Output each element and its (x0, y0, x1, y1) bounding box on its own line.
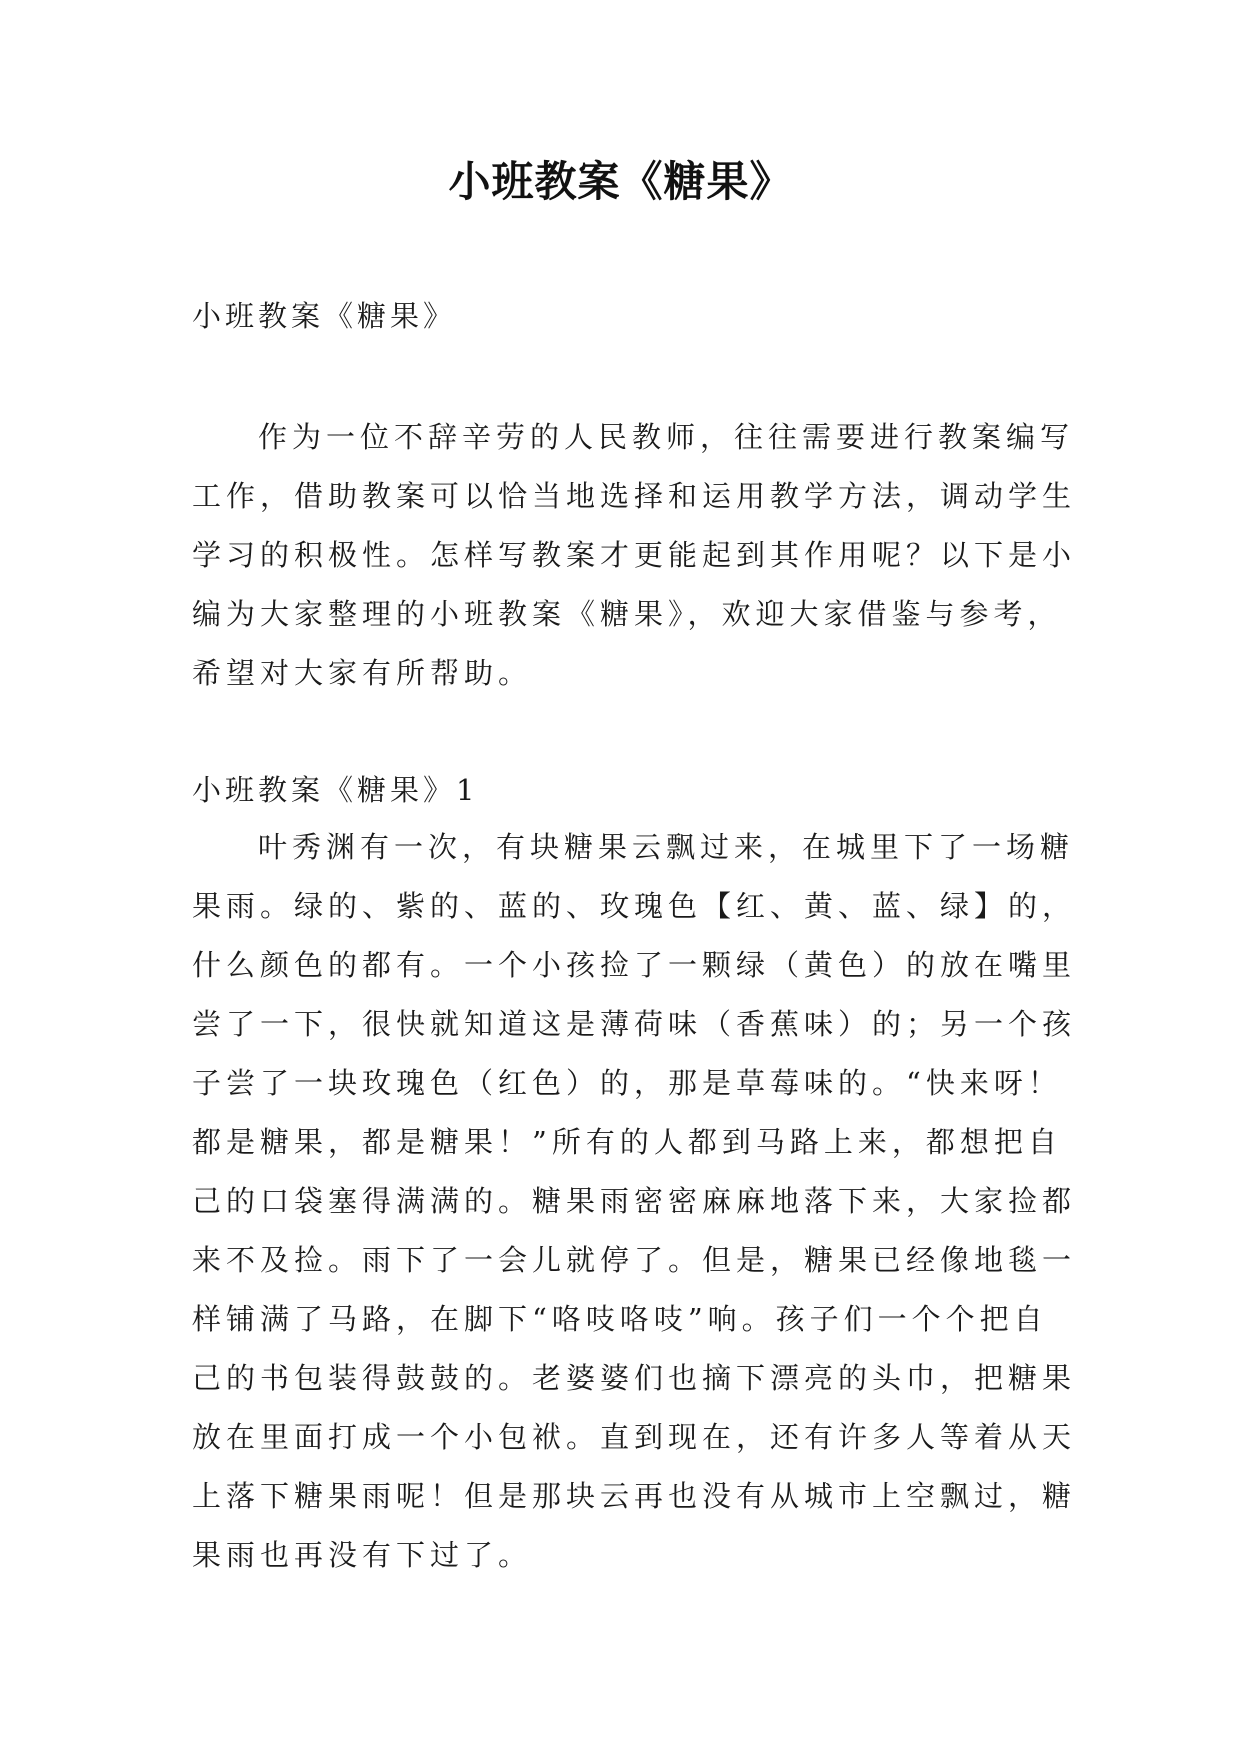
story-line: 叶秀渊有一次，有块糖果云飘过来，在城里下了一场糖 (258, 830, 1075, 864)
story-line: 果雨也再没有下过了。 (192, 1538, 533, 1572)
intro-paragraph (192, 408, 1077, 703)
story-line: 来不及捡。雨下了一会儿就停了。但是，糖果已经像地毯一 (192, 1243, 1077, 1277)
story-line: 己的口袋塞得满满的。糖果雨密密麻麻地落下来，大家捡都 (192, 1184, 1077, 1218)
intro-line: 希望对大家有所帮助。 (192, 656, 533, 690)
story-line: 己的书包装得鼓鼓的。老婆婆们也摘下漂亮的头巾，把糖果 (192, 1361, 1077, 1395)
story-line: 上落下糖果雨呢！但是那块云再也没有从城市上空飘过，糖 (192, 1479, 1077, 1513)
intro-line: 工作，借助教案可以恰当地选择和运用教学方法，调动学生 (192, 479, 1077, 513)
intro-line: 作为一位不辞辛劳的人民教师，往往需要进行教案编写 (258, 420, 1075, 454)
story-line: 尝了一下，很快就知道这是薄荷味（香蕉味）的；另一个孩 (192, 1007, 1077, 1041)
document-subtitle: 小班教案《糖果》 (192, 299, 457, 333)
document-title: 小班教案《糖果》 (448, 157, 793, 206)
intro-line: 编为大家整理的小班教案《糖果》，欢迎大家借鉴与参考， (192, 597, 1062, 631)
section-heading: 小班教案《糖果》1 (192, 773, 479, 807)
story-line: 果雨。绿的、紫的、蓝的、玫瑰色【红、黄、蓝、绿】的， (192, 889, 1077, 923)
story-line: 子尝了一块玫瑰色（红色）的，那是草莓味的。“快来呀！ (192, 1066, 1062, 1100)
story-line: 放在里面打成一个小包袱。直到现在，还有许多人等着从天 (192, 1420, 1077, 1454)
story-line: 样铺满了马路，在脚下“咯吱咯吱”响。孩子们一个个把自 (192, 1302, 1048, 1336)
story-paragraph (192, 818, 1077, 1585)
story-line: 都是糖果，都是糖果！”所有的人都到马路上来，都想把自 (192, 1125, 1062, 1159)
intro-line: 学习的积极性。怎样写教案才更能起到其作用呢？以下是小 (192, 538, 1077, 572)
story-line: 什么颜色的都有。一个小孩捡了一颗绿（黄色）的放在嘴里 (192, 948, 1077, 982)
